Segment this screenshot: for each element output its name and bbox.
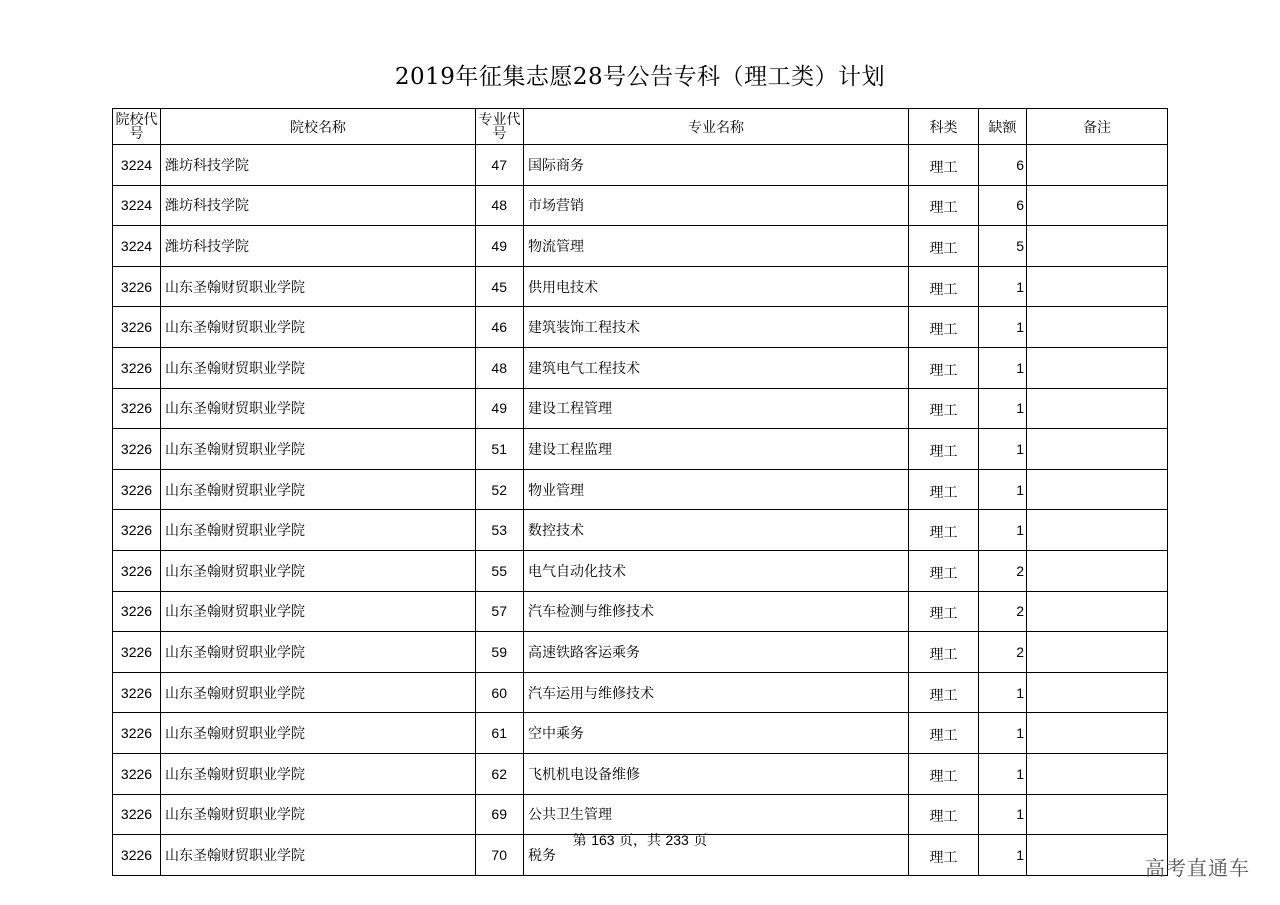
footer-page-number: 163 — [591, 832, 615, 848]
table-row — [113, 429, 1168, 470]
cell-major-name: 税务 — [524, 835, 909, 876]
cell-school-name: 山东圣翰财贸职业学院 — [161, 550, 476, 591]
cell-school-code: 3226 — [113, 753, 161, 794]
cell-school-code: 3226 — [113, 469, 161, 510]
cell-remark — [1027, 713, 1168, 754]
cell-school-name: 山东圣翰财贸职业学院 — [161, 469, 476, 510]
cell-school-name: 山东圣翰财贸职业学院 — [161, 266, 476, 307]
cell-quota: 1 — [979, 388, 1027, 429]
header-major-name: 专业名称 — [524, 109, 909, 145]
table-row — [113, 632, 1168, 673]
cell-school-code: 3226 — [113, 794, 161, 835]
cell-quota: 1 — [979, 347, 1027, 388]
cell-school-name: 潍坊科技学院 — [161, 226, 476, 267]
watermark-text: 高考直通车 — [1145, 856, 1250, 880]
cell-quota: 1 — [979, 713, 1027, 754]
header-school-code: 院校代号 — [113, 109, 161, 145]
header-category: 科类 — [909, 109, 979, 145]
cell-major-code: 51 — [476, 429, 524, 470]
cell-quota: 1 — [979, 672, 1027, 713]
cell-school-name: 山东圣翰财贸职业学院 — [161, 347, 476, 388]
table-row — [113, 185, 1168, 226]
cell-remark — [1027, 591, 1168, 632]
cell-quota: 2 — [979, 591, 1027, 632]
cell-major-name: 汽车运用与维修技术 — [524, 672, 909, 713]
cell-school-name: 山东圣翰财贸职业学院 — [161, 510, 476, 551]
cell-school-code: 3226 — [113, 307, 161, 348]
cell-major-name: 空中乘务 — [524, 713, 909, 754]
cell-major-code: 46 — [476, 307, 524, 348]
cell-remark — [1027, 266, 1168, 307]
cell-school-code: 3226 — [113, 429, 161, 470]
cell-school-code: 3226 — [113, 266, 161, 307]
document-title: 2019年征集志愿28号公告专科（理工类）计划 — [394, 64, 886, 90]
table-row — [113, 794, 1168, 835]
cell-major-code: 59 — [476, 632, 524, 673]
cell-remark — [1027, 145, 1168, 186]
cell-major-name: 建筑装饰工程技术 — [524, 307, 909, 348]
header-major-code: 专业代号 — [476, 109, 524, 145]
cell-quota: 6 — [979, 145, 1027, 186]
cell-major-code: 69 — [476, 794, 524, 835]
cell-school-name: 山东圣翰财贸职业学院 — [161, 753, 476, 794]
cell-category: 理工 — [909, 429, 979, 470]
cell-major-code: 47 — [476, 145, 524, 186]
cell-major-code: 60 — [476, 672, 524, 713]
table-row — [113, 672, 1168, 713]
table-row — [113, 266, 1168, 307]
cell-school-code: 3226 — [113, 672, 161, 713]
cell-major-code: 48 — [476, 347, 524, 388]
cell-category: 理工 — [909, 185, 979, 226]
cell-major-code: 57 — [476, 591, 524, 632]
cell-school-code: 3224 — [113, 226, 161, 267]
cell-major-name: 建设工程管理 — [524, 388, 909, 429]
cell-quota: 1 — [979, 429, 1027, 470]
cell-category: 理工 — [909, 347, 979, 388]
cell-major-name: 建设工程监理 — [524, 429, 909, 470]
cell-major-name: 国际商务 — [524, 145, 909, 186]
cell-quota: 1 — [979, 266, 1027, 307]
cell-remark — [1027, 388, 1168, 429]
cell-major-name: 电气自动化技术 — [524, 550, 909, 591]
cell-major-code: 49 — [476, 388, 524, 429]
cell-school-name: 山东圣翰财贸职业学院 — [161, 713, 476, 754]
table-row — [113, 145, 1168, 186]
cell-quota: 1 — [979, 753, 1027, 794]
cell-category: 理工 — [909, 591, 979, 632]
cell-school-name: 山东圣翰财贸职业学院 — [161, 591, 476, 632]
cell-quota: 2 — [979, 550, 1027, 591]
cell-school-code: 3226 — [113, 388, 161, 429]
cell-school-code: 3226 — [113, 510, 161, 551]
cell-school-code: 3226 — [113, 835, 161, 876]
cell-category: 理工 — [909, 794, 979, 835]
table-row — [113, 510, 1168, 551]
cell-remark — [1027, 307, 1168, 348]
footer-prefix: 第 — [572, 833, 587, 849]
cell-category: 理工 — [909, 388, 979, 429]
cell-school-name: 山东圣翰财贸职业学院 — [161, 794, 476, 835]
table-row — [113, 347, 1168, 388]
cell-school-name: 潍坊科技学院 — [161, 145, 476, 186]
footer-middle: 页，共 — [619, 833, 661, 849]
cell-category: 理工 — [909, 753, 979, 794]
cell-remark — [1027, 672, 1168, 713]
cell-school-code: 3224 — [113, 185, 161, 226]
header-remark: 备注 — [1027, 109, 1168, 145]
table-row — [113, 753, 1168, 794]
cell-major-code: 52 — [476, 469, 524, 510]
table-header-row — [113, 109, 1168, 145]
page-footer — [0, 830, 1280, 850]
cell-remark — [1027, 753, 1168, 794]
cell-major-name: 市场营销 — [524, 185, 909, 226]
cell-major-name: 物业管理 — [524, 469, 909, 510]
header-school-name: 院校名称 — [161, 109, 476, 145]
cell-quota: 1 — [979, 307, 1027, 348]
cell-remark — [1027, 226, 1168, 267]
table-body — [113, 145, 1168, 876]
cell-school-name: 山东圣翰财贸职业学院 — [161, 388, 476, 429]
cell-school-code: 3226 — [113, 550, 161, 591]
cell-major-name: 供用电技术 — [524, 266, 909, 307]
cell-remark — [1027, 632, 1168, 673]
cell-quota: 1 — [979, 469, 1027, 510]
cell-category: 理工 — [909, 550, 979, 591]
cell-category: 理工 — [909, 713, 979, 754]
cell-category: 理工 — [909, 835, 979, 876]
cell-category: 理工 — [909, 266, 979, 307]
cell-quota: 5 — [979, 226, 1027, 267]
cell-remark — [1027, 794, 1168, 835]
cell-category: 理工 — [909, 469, 979, 510]
cell-major-name: 数控技术 — [524, 510, 909, 551]
cell-quota: 1 — [979, 794, 1027, 835]
cell-major-name: 物流管理 — [524, 226, 909, 267]
cell-quota: 1 — [979, 835, 1027, 876]
table-row — [113, 550, 1168, 591]
cell-major-code: 45 — [476, 266, 524, 307]
cell-major-code: 70 — [476, 835, 524, 876]
cell-quota: 2 — [979, 632, 1027, 673]
cell-major-code: 53 — [476, 510, 524, 551]
cell-school-name: 山东圣翰财贸职业学院 — [161, 632, 476, 673]
header-quota: 缺额 — [979, 109, 1027, 145]
cell-remark — [1027, 185, 1168, 226]
cell-school-name: 潍坊科技学院 — [161, 185, 476, 226]
table-row — [113, 226, 1168, 267]
footer-total-pages: 233 — [665, 832, 689, 848]
cell-category: 理工 — [909, 672, 979, 713]
cell-remark — [1027, 429, 1168, 470]
cell-remark — [1027, 347, 1168, 388]
cell-school-name: 山东圣翰财贸职业学院 — [161, 672, 476, 713]
cell-major-code: 62 — [476, 753, 524, 794]
table-row — [113, 388, 1168, 429]
cell-major-name: 公共卫生管理 — [524, 794, 909, 835]
table-row — [113, 307, 1168, 348]
cell-school-code: 3226 — [113, 632, 161, 673]
cell-remark — [1027, 550, 1168, 591]
cell-quota: 1 — [979, 510, 1027, 551]
cell-school-name: 山东圣翰财贸职业学院 — [161, 429, 476, 470]
table-row — [113, 591, 1168, 632]
cell-major-code: 61 — [476, 713, 524, 754]
cell-quota: 6 — [979, 185, 1027, 226]
cell-remark — [1027, 469, 1168, 510]
cell-category: 理工 — [909, 510, 979, 551]
cell-major-code: 55 — [476, 550, 524, 591]
cell-school-name: 山东圣翰财贸职业学院 — [161, 835, 476, 876]
cell-school-code: 3226 — [113, 713, 161, 754]
cell-school-code: 3226 — [113, 347, 161, 388]
table-row — [113, 713, 1168, 754]
cell-major-code: 48 — [476, 185, 524, 226]
cell-category: 理工 — [909, 145, 979, 186]
plan-table — [112, 108, 1168, 876]
cell-major-name: 飞机机电设备维修 — [524, 753, 909, 794]
cell-major-name: 汽车检测与维修技术 — [524, 591, 909, 632]
cell-school-code: 3226 — [113, 591, 161, 632]
footer-suffix: 页 — [693, 833, 708, 849]
cell-major-name: 高速铁路客运乘务 — [524, 632, 909, 673]
table-row — [113, 469, 1168, 510]
cell-school-code: 3224 — [113, 145, 161, 186]
cell-school-name: 山东圣翰财贸职业学院 — [161, 307, 476, 348]
cell-remark — [1027, 510, 1168, 551]
cell-category: 理工 — [909, 226, 979, 267]
cell-category: 理工 — [909, 632, 979, 673]
cell-category: 理工 — [909, 307, 979, 348]
cell-major-code: 49 — [476, 226, 524, 267]
cell-major-name: 建筑电气工程技术 — [524, 347, 909, 388]
